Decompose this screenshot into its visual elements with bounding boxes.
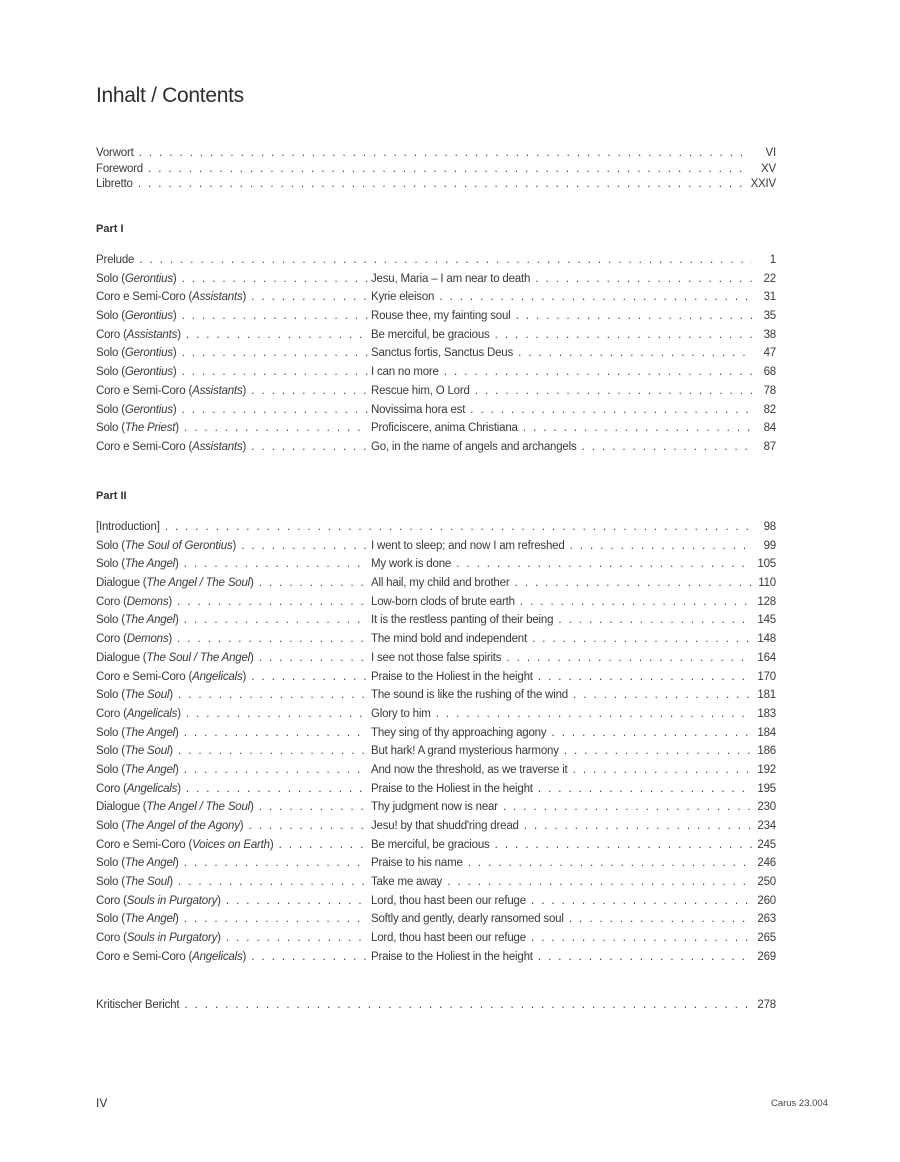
toc-entry <box>96 836 776 855</box>
entry-movement: Solo (The Angel) . . . <box>96 724 368 743</box>
entry-page: 98 <box>752 518 776 537</box>
entry-page: 78 <box>752 382 776 401</box>
entry-movement: Solo (Gerontius) . . . <box>96 270 368 289</box>
entry-role: Gerontius <box>124 403 173 416</box>
entry-page: 184 <box>752 724 776 743</box>
entry-page: 110 <box>752 574 776 593</box>
entry-page: 260 <box>752 892 776 911</box>
entry-title: And now the threshold, as we traverse it . . . <box>371 761 756 780</box>
toc-entry <box>96 742 776 761</box>
entry-movement: Dialogue (The Soul / The Angel) . . . <box>96 649 368 668</box>
catalog-number: Carus 23.004 <box>770 1098 828 1109</box>
entry-movement: Coro e Semi-Coro (Angelicals) . . . <box>96 668 368 687</box>
entry-page: 278 <box>752 996 776 1015</box>
entry-title: The sound is like the rushing of the wind . . . <box>371 686 756 705</box>
entry-page: 35 <box>752 307 776 326</box>
entry-movement: Solo (The Soul) . . . <box>96 686 368 705</box>
entry-title: I see not those false spirits . . . <box>371 649 756 668</box>
entry-movement: Coro (Souls in Purgatory) . . . <box>96 929 368 948</box>
front-matter-list <box>96 146 776 193</box>
toc-entry <box>96 611 776 630</box>
entry-title: Jesu! by that shudd'ring dread . . . <box>371 817 756 836</box>
entry-page: 128 <box>752 593 776 612</box>
entry-role: The Angel of the Agony <box>124 820 240 832</box>
entry-movement: Solo (Gerontius) . . . <box>96 307 368 326</box>
entry-page: 181 <box>752 686 776 705</box>
entry-movement: Coro (Angelicals) . . . <box>96 780 368 799</box>
entry-title: Rescue him, O Lord . . . <box>371 382 756 401</box>
entry-role: Angelicals <box>192 950 243 963</box>
entry-title: Praise to his name . . . <box>371 854 756 873</box>
entry-role: The Angel <box>124 763 176 776</box>
toc-entry <box>96 996 776 1015</box>
toc-entry <box>96 724 776 743</box>
toc-entry <box>96 307 776 326</box>
entry-title: Lord, thou hast been our refuge . . . <box>371 892 756 911</box>
toc-entry <box>96 929 776 948</box>
entry-page: 230 <box>752 798 776 817</box>
entry-title: Praise to the Holiest in the height . . . <box>371 948 756 967</box>
toc-entry <box>96 251 776 270</box>
entry-movement: Solo (The Soul) . . . <box>96 873 368 892</box>
part-2-entries <box>96 537 776 967</box>
entry-page: 84 <box>752 419 776 438</box>
entry-role: The Angel <box>124 558 176 571</box>
toc-entry <box>96 518 776 537</box>
toc-entry <box>96 555 776 574</box>
entry-title: Be merciful, be gracious . . . <box>371 836 756 855</box>
entry-role: The Soul <box>124 876 170 889</box>
entry-movement: Solo (The Angel) . . . <box>96 854 368 873</box>
entry-role: The Angel <box>124 857 176 870</box>
entry-title: But hark! A grand mysterious harmony . . . <box>371 742 756 761</box>
entry-title: I went to sleep; and now I am refreshed . . . <box>371 537 756 556</box>
toc-entry <box>96 177 776 193</box>
entry-movement: Coro (Demons) . . . <box>96 630 368 649</box>
entry-page: 22 <box>752 270 776 289</box>
entry-page: 145 <box>752 611 776 630</box>
entry-role: The Soul <box>124 745 170 758</box>
part-heading: Part I <box>96 223 124 235</box>
toc-entry <box>96 438 776 457</box>
toc-entry <box>96 649 776 668</box>
entry-role: Demons <box>126 633 169 646</box>
entry-role: Demons <box>126 595 169 608</box>
toc-entry <box>96 854 776 873</box>
part-1-section <box>96 220 776 457</box>
toc-entry <box>96 686 776 705</box>
entry-title: The mind bold and independent . . . <box>371 630 756 649</box>
entry-title: Go, in the name of angels and archangels . . . <box>371 438 756 457</box>
entry-title: Be merciful, be gracious . . . <box>371 326 756 345</box>
entry-page: 195 <box>752 780 776 799</box>
entry-movement: Dialogue (The Angel / The Soul) . . . <box>96 574 368 593</box>
toc-entry <box>96 705 776 724</box>
part-2-section <box>96 487 776 967</box>
entry-role: Angelicals <box>126 707 178 720</box>
entry-movement: Solo (The Angel) . . . <box>96 611 368 630</box>
toc-entry <box>96 162 776 178</box>
entry-movement: Coro (Demons) . . . <box>96 593 368 612</box>
entry-movement: Coro (Souls in Purgatory) . . . <box>96 892 368 911</box>
page-number: IV <box>96 1096 108 1110</box>
toc-entry <box>96 761 776 780</box>
entry-page: 265 <box>752 929 776 948</box>
entry-movement: Solo (The Angel) . . . <box>96 555 368 574</box>
entry-role: The Soul of Gerontius <box>124 539 233 552</box>
entry-role: Souls in Purgatory <box>126 894 218 907</box>
entry-movement: Coro (Assistants) . . . <box>96 326 368 345</box>
entry-role: Souls in Purgatory <box>126 932 218 945</box>
entry-page: 186 <box>752 742 776 761</box>
entry-role: The Soul <box>124 689 170 702</box>
entry-title: Glory to him . . . <box>371 705 756 724</box>
entry-title: All hail, my child and brother . . . <box>371 574 756 593</box>
entry-role: The Angel <box>124 913 176 926</box>
entry-page: 38 <box>752 326 776 345</box>
entry-page: 245 <box>752 836 776 855</box>
entry-label: Foreword . . . <box>96 162 756 178</box>
entry-title: Kyrie eleison . . . <box>371 288 756 307</box>
entry-page: 246 <box>752 854 776 873</box>
entry-movement: Coro e Semi-Coro (Voices on Earth) . . . <box>96 836 368 855</box>
toc-entry <box>96 146 776 162</box>
toc-entry <box>96 593 776 612</box>
entry-role: The Angel / The Soul <box>146 577 251 590</box>
toc-entry <box>96 537 776 556</box>
entry-page: 87 <box>752 438 776 457</box>
entry-role: Gerontius <box>124 366 173 379</box>
entry-page: 170 <box>752 668 776 687</box>
entry-title: Thy judgment now is near . . . <box>371 798 756 817</box>
entry-title: Rouse thee, my fainting soul . . . <box>371 307 756 326</box>
entry-title: Low-born clods of brute earth . . . <box>371 593 756 612</box>
entry-page: 1 <box>752 251 776 270</box>
entry-page: XV <box>746 162 776 178</box>
entry-role: The Angel <box>124 614 176 627</box>
entry-role: Assistants <box>126 328 178 341</box>
entry-page: 31 <box>752 288 776 307</box>
toc-entry <box>96 630 776 649</box>
entry-movement: Solo (The Angel) . . . <box>96 761 368 780</box>
entry-page: 164 <box>752 649 776 668</box>
entry-page: 68 <box>752 363 776 382</box>
part-heading: Part II <box>96 490 127 502</box>
entry-title: I can no more . . . <box>371 363 756 382</box>
entry-page: 234 <box>752 817 776 836</box>
entry-movement: Coro (Angelicals) . . . <box>96 705 368 724</box>
entry-role: Gerontius <box>124 310 173 323</box>
entry-role: Gerontius <box>124 347 173 360</box>
entry-title: Proficiscere, anima Christiana . . . <box>371 419 756 438</box>
entry-role: The Angel <box>124 726 176 739</box>
entry-page: VI <box>746 146 776 162</box>
entry-page: 99 <box>752 537 776 556</box>
entry-title: Sanctus fortis, Sanctus Deus . . . <box>371 344 756 363</box>
entry-title: Softly and gently, dearly ransomed soul . . . <box>371 910 756 929</box>
part-1-entries <box>96 270 776 457</box>
entry-role: The Soul / The Angel <box>146 651 251 664</box>
entry-movement: Solo (Gerontius) . . . <box>96 363 368 382</box>
entry-movement: Coro e Semi-Coro (Assistants) . . . <box>96 288 368 307</box>
page-title: Inhalt / Contents <box>96 84 244 107</box>
toc-entry <box>96 910 776 929</box>
entry-title: Praise to the Holiest in the height . . . <box>371 780 756 799</box>
entry-movement: Coro e Semi-Coro (Assistants) . . . <box>96 382 368 401</box>
entry-movement: Coro e Semi-Coro (Angelicals) . . . <box>96 948 368 967</box>
toc-entry <box>96 780 776 799</box>
entry-movement: Solo (The Soul of Gerontius) . . . <box>96 537 368 556</box>
entry-page: 105 <box>752 555 776 574</box>
toc-entry <box>96 668 776 687</box>
entry-movement: Solo (Gerontius) . . . <box>96 344 368 363</box>
entry-movement: Solo (The Soul) . . . <box>96 742 368 761</box>
entry-page: 148 <box>752 630 776 649</box>
entry-role: The Angel / The Soul <box>146 801 251 814</box>
entry-title: My work is done . . . <box>371 555 756 574</box>
toc-entry <box>96 798 776 817</box>
entry-movement: Coro e Semi-Coro (Assistants) . . . <box>96 438 368 457</box>
entry-movement: Dialogue (The Angel / The Soul) . . . <box>96 798 368 817</box>
entry-movement: Solo (The Priest) . . . <box>96 419 368 438</box>
toc-entry <box>96 817 776 836</box>
entry-page: 82 <box>752 401 776 420</box>
entry-role: Assistants <box>192 291 243 304</box>
toc-entry <box>96 873 776 892</box>
toc-entry <box>96 344 776 363</box>
entry-role: Angelicals <box>126 782 178 795</box>
entry-title: It is the restless panting of their being . . . <box>371 611 756 630</box>
entry-title: Praise to the Holiest in the height . . . <box>371 668 756 687</box>
toc-entry <box>96 401 776 420</box>
toc-entry <box>96 382 776 401</box>
entry-movement: Solo (The Angel of the Agony) . . . <box>96 817 368 836</box>
entry-page: 269 <box>752 948 776 967</box>
entry-label: Prelude . . . <box>96 251 756 270</box>
entry-movement: Solo (The Angel) . . . <box>96 910 368 929</box>
entry-label: Libretto . . . <box>96 177 756 193</box>
entry-role: The Priest <box>124 422 176 435</box>
entry-title: Jesu, Maria – I am near to death . . . <box>371 270 756 289</box>
toc-entry <box>96 270 776 289</box>
entry-role: Gerontius <box>124 272 173 285</box>
entry-title: Novissima hora est . . . <box>371 401 756 420</box>
entry-label: [Introduction] . . . <box>96 518 756 537</box>
back-matter-list <box>96 996 776 1015</box>
entry-role: Angelicals <box>192 670 243 683</box>
toc-entry <box>96 363 776 382</box>
entry-title: Take me away . . . <box>371 873 756 892</box>
entry-title: Lord, thou hast been our refuge . . . <box>371 929 756 948</box>
entry-page: 263 <box>752 910 776 929</box>
toc-entry <box>96 288 776 307</box>
entry-title: They sing of thy approaching agony . . . <box>371 724 756 743</box>
entry-role: Voices on Earth <box>192 838 270 851</box>
entry-role: Assistants <box>192 440 243 453</box>
entry-page: 47 <box>752 344 776 363</box>
entry-role: Assistants <box>192 384 243 397</box>
toc-entry <box>96 326 776 345</box>
entry-movement: Solo (Gerontius) . . . <box>96 401 368 420</box>
toc-entry <box>96 948 776 967</box>
entry-page: XXIV <box>746 177 776 193</box>
toc-entry <box>96 574 776 593</box>
entry-page: 192 <box>752 761 776 780</box>
entry-page: 183 <box>752 705 776 724</box>
toc-entry <box>96 892 776 911</box>
entry-page: 250 <box>752 873 776 892</box>
entry-label: Vorwort . . . <box>96 146 756 162</box>
toc-entry <box>96 419 776 438</box>
entry-label: Kritischer Bericht . . . <box>96 996 756 1015</box>
